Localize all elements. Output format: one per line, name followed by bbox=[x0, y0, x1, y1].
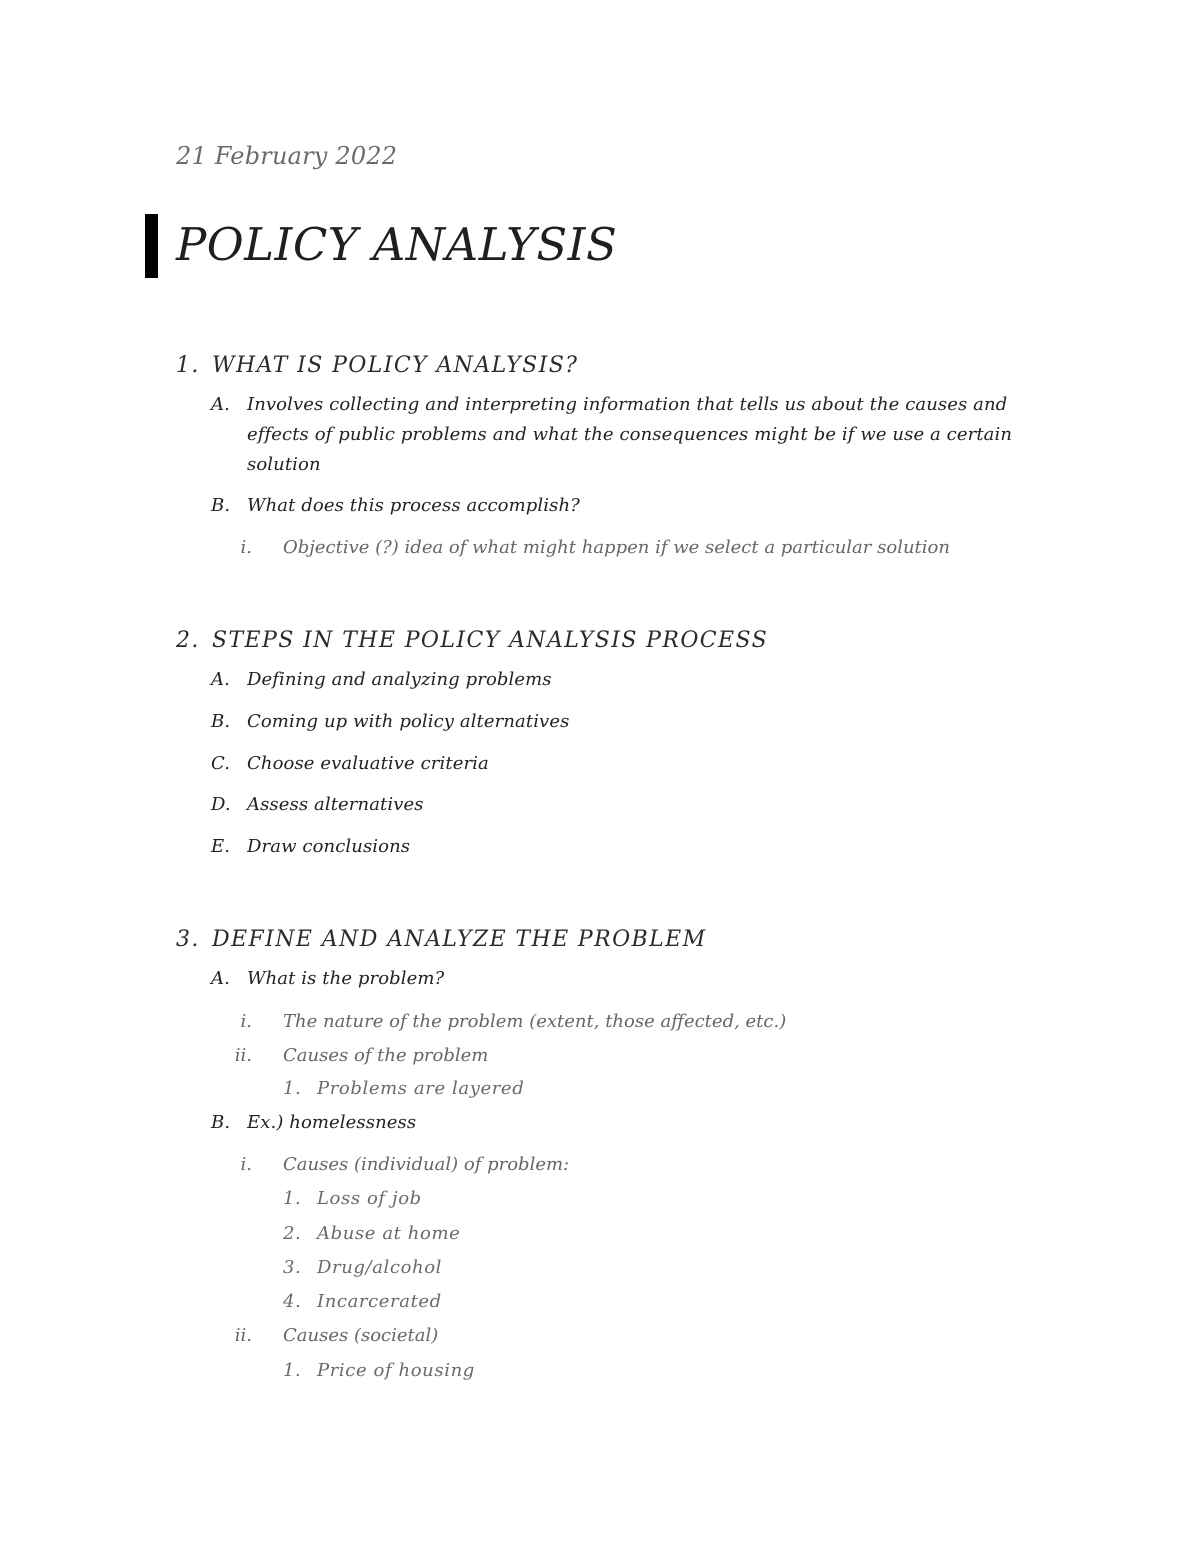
cause-item bbox=[283, 1291, 983, 1315]
section-3-item-a bbox=[211, 968, 911, 992]
item-label: A. bbox=[211, 669, 230, 690]
numbered-label: 1. bbox=[283, 1360, 302, 1381]
section-1-item-b-i bbox=[283, 537, 983, 561]
item-text: Choose evaluative criteria bbox=[247, 753, 489, 774]
subitem-text: The nature of the problem (extent, those affected, etc.) bbox=[283, 1011, 787, 1032]
item-text: What does this process accomplish? bbox=[247, 495, 580, 516]
numbered-text: Loss of job bbox=[317, 1188, 422, 1209]
numbered-text: Abuse at home bbox=[317, 1223, 461, 1244]
roman-numeral: ii. bbox=[234, 1325, 252, 1346]
roman-numeral: ii. bbox=[234, 1045, 252, 1066]
section-3-item-a-ii-1 bbox=[283, 1078, 983, 1102]
item-text: Defining and analyzing problems bbox=[247, 669, 552, 690]
roman-numeral: i. bbox=[240, 1154, 252, 1175]
document-title: POLICY ANALYSIS bbox=[176, 218, 618, 271]
item-text: What is the problem? bbox=[247, 968, 445, 989]
step-item bbox=[211, 794, 911, 818]
subitem-text: Causes of the problem bbox=[283, 1045, 489, 1066]
cause-item bbox=[283, 1188, 983, 1212]
numbered-text: Incarcerated bbox=[317, 1291, 442, 1312]
item-text: Coming up with policy alternatives bbox=[247, 711, 570, 732]
numbered-text: Problems are layered bbox=[317, 1078, 525, 1099]
item-text: Assess alternatives bbox=[247, 794, 424, 815]
step-item bbox=[211, 669, 911, 693]
section-2-heading bbox=[176, 628, 876, 656]
cause-item bbox=[283, 1257, 983, 1281]
section-3-item-b-i bbox=[283, 1154, 983, 1178]
item-label: E. bbox=[211, 836, 231, 857]
subitem-text: Causes (individual) of problem: bbox=[283, 1154, 570, 1175]
section-1-item-b bbox=[211, 495, 1011, 519]
section-3-item-b-ii-1 bbox=[283, 1360, 983, 1384]
item-label: D. bbox=[211, 794, 231, 815]
roman-numeral: i. bbox=[240, 1011, 252, 1032]
section-3-item-b bbox=[211, 1112, 911, 1136]
section-number: 2. bbox=[176, 628, 200, 653]
section-3-heading bbox=[176, 927, 876, 955]
roman-label bbox=[232, 537, 252, 561]
item-text-line: Involves collecting and interpreting information that tells us about the causes and bbox=[247, 394, 1008, 415]
numbered-label: 3. bbox=[283, 1257, 302, 1278]
section-1-heading bbox=[176, 353, 776, 381]
cause-item bbox=[283, 1223, 983, 1247]
roman-label bbox=[232, 1011, 252, 1035]
numbered-label: 1. bbox=[283, 1188, 302, 1209]
subitem-text: Objective (?) idea of what might happen if we select a particular solution bbox=[283, 537, 950, 558]
numbered-label: 1. bbox=[283, 1078, 302, 1099]
item-label: A. bbox=[211, 394, 230, 415]
numbered-text: Drug/alcohol bbox=[317, 1257, 443, 1278]
numbered-label: 4. bbox=[283, 1291, 302, 1312]
step-item bbox=[211, 711, 911, 735]
item-label: B. bbox=[211, 711, 231, 732]
item-label: C. bbox=[211, 753, 231, 774]
section-3-item-a-ii bbox=[283, 1045, 983, 1069]
section-1-item-a bbox=[211, 394, 1011, 486]
numbered-text: Price of housing bbox=[317, 1360, 475, 1381]
subitem-text: Causes (societal) bbox=[283, 1325, 439, 1346]
step-item bbox=[211, 836, 911, 860]
item-text-line: effects of public problems and what the consequences might be if we use a certain bbox=[247, 424, 1013, 445]
item-text: Ex.) homelessness bbox=[247, 1112, 417, 1133]
roman-label bbox=[222, 1325, 252, 1349]
section-heading-text: DEFINE AND ANALYZE THE PROBLEM bbox=[212, 927, 707, 952]
item-label: B. bbox=[211, 1112, 231, 1133]
item-text: Draw conclusions bbox=[247, 836, 411, 857]
section-3-item-b-ii bbox=[283, 1325, 983, 1349]
section-number: 3. bbox=[176, 927, 200, 952]
item-label: B. bbox=[211, 495, 231, 516]
step-item bbox=[211, 753, 911, 777]
roman-label bbox=[232, 1154, 252, 1178]
item-label: A. bbox=[211, 968, 230, 989]
section-3-item-a-i bbox=[283, 1011, 983, 1035]
roman-label bbox=[222, 1045, 252, 1069]
title-accent-bar bbox=[145, 214, 158, 278]
roman-numeral: i. bbox=[240, 537, 252, 558]
section-heading-text: WHAT IS POLICY ANALYSIS? bbox=[212, 353, 579, 378]
section-number: 1. bbox=[176, 353, 200, 378]
numbered-label: 2. bbox=[283, 1223, 302, 1244]
section-heading-text: STEPS IN THE POLICY ANALYSIS PROCESS bbox=[212, 628, 769, 653]
item-text-line: solution bbox=[247, 454, 321, 475]
document-date: 21 February 2022 bbox=[176, 142, 398, 170]
